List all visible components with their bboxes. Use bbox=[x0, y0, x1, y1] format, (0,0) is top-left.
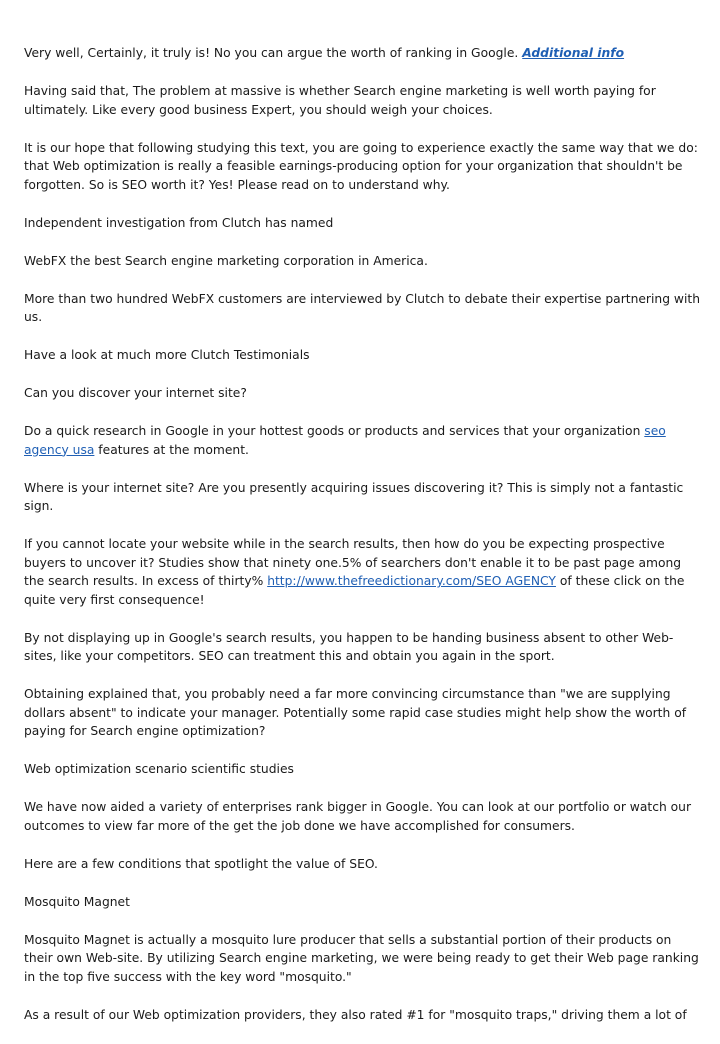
paragraph-6: More than two hundred WebFX customers are interviewed by Clutch to debate their expertise partnering with us. bbox=[24, 291, 701, 324]
paragraph-4: Independent investigation from Clutch has named bbox=[24, 215, 334, 230]
paragraph-17: Mosquito Magnet bbox=[24, 894, 130, 909]
paragraph-9 bbox=[24, 422, 700, 459]
freedictionary-link[interactable]: http://www.thefreedictionary.com/SEO AGENCY bbox=[267, 574, 556, 588]
paragraph-5: WebFX the best Search engine marketing corporation in America. bbox=[24, 253, 428, 268]
paragraph-7: Have a look at much more Clutch Testimonials bbox=[24, 348, 310, 362]
paragraph-11-after: of these click on the quite very first consequence! bbox=[24, 574, 685, 607]
paragraph-9-before: Do a quick research in Google in your hottest goods or products and services that your organization bbox=[24, 424, 645, 438]
paragraph-15: We have now aided a variety of enterprises rank bigger in Google. You can look at our portfolio or watch our outcomes to view far more of the get the job done we have accomplished for consumers. bbox=[24, 800, 692, 833]
paragraph-16: Here are a few conditions that spotlight the value of SEO. bbox=[24, 856, 378, 871]
paragraph-12: By not displaying up in Google's search results, you happen to be handing business absent to other Web-sites, like your competitors. SEO can treatment this and obtain you again in the sport. bbox=[24, 630, 674, 663]
paragraph-8: Can you discover your internet site? bbox=[24, 386, 247, 400]
additional-info-link[interactable]: Additional info bbox=[522, 46, 625, 60]
paragraph-1-text: Very well, Certainly, it truly is! No you can argue the worth of ranking in Google. bbox=[24, 46, 523, 60]
paragraph-11 bbox=[24, 535, 700, 609]
document-body bbox=[24, 44, 700, 1044]
paragraph-18: Mosquito Magnet is actually a mosquito lure producer that sells a substantial portion of their products on their own Web-site. By utilizing Search engine marketing, we were being ready to get their Web page ranking in the top five success with the key word "mosquito." bbox=[24, 932, 699, 984]
seo-agency-usa-link[interactable]: seo agency usa bbox=[24, 424, 666, 457]
paragraph-2: Having said that, The problem at massive is whether Search engine marketing is well worth paying for ultimately. Like every good business Expert, you should weigh your choices. bbox=[24, 84, 656, 117]
paragraph-9-after: features at the moment. bbox=[94, 442, 249, 457]
paragraph-19: As a result of our Web optimization providers, they also rated #1 for "mosquito traps," driving them a lot of bbox=[24, 1007, 687, 1022]
paragraph-10: Where is your internet site? Are you presently acquiring issues discovering it? This is simply not a fantastic sign. bbox=[24, 480, 684, 513]
paragraph-14: Web optimization scenario scientific studies bbox=[24, 762, 294, 776]
paragraph-11-before: If you cannot locate your website while in the search results, then how do you be expecting prospective buyers to uncover it? Studies show that ninety one.5% of searchers don't enable it to be past page among the search results. In excess of thirty% bbox=[24, 537, 682, 588]
paragraph-1 bbox=[24, 44, 700, 63]
paragraph-13: Obtaining explained that, you probably need a far more convincing circumstance than "we are supplying dollars absent" to indicate your manager. Potentially some rapid case studies might help show the worth of paying for Search engine optimization? bbox=[24, 687, 687, 738]
paragraph-3: It is our hope that following studying this text, you are going to experience exactly the same way that we do: that Web optimization is really a feasible earnings-producing option for your organization that shouldn't be forgotten. So is SEO worth it? Yes! Please read on to understand why. bbox=[24, 140, 698, 192]
